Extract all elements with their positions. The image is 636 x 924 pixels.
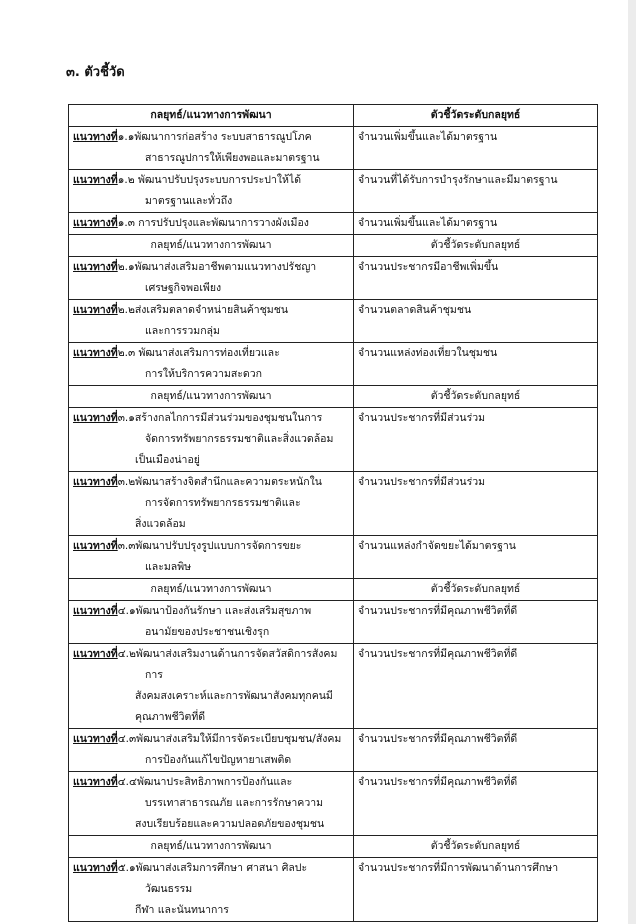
indicator-cell: [354, 858, 598, 922]
guideline-text: ๔.๓พัฒนาส่งเสริมให้มีการจัดระเบียบชุมชน/สังคม: [117, 733, 342, 745]
guideline-label: แนวทางที่: [73, 174, 118, 186]
subheader-strategy: กลยุทธ์/แนวทางการพัฒนา: [69, 579, 354, 601]
indicator-cell: [354, 408, 598, 472]
table-subheader-row: [69, 386, 598, 408]
table-row: [69, 729, 598, 772]
guideline-label: แนวทางที่: [73, 862, 118, 874]
subheader-indicator: ตัวชี้วัดระดับกลยุทธ์: [354, 386, 598, 408]
section-heading: ๓. ตัวชี้วัด: [66, 65, 125, 80]
guideline-cell: [69, 644, 354, 729]
guideline-text: ๓.๓พัฒนาปรับปรุงรูปแบบการจัดการขยะ: [117, 540, 302, 552]
guideline-cell: [69, 858, 354, 922]
table-subheader-row: [69, 836, 598, 858]
indicator-text: จำนวนแหล่งกำจัดขยะได้มาตรฐาน: [358, 540, 516, 552]
guideline-line: บรรเทาสาธารณภัย และการรักษาความ: [145, 797, 324, 809]
indicator-cell: [354, 472, 598, 536]
guideline-cell: [69, 127, 354, 170]
guideline-cell: [69, 472, 354, 536]
indicator-cell: [354, 601, 598, 644]
subheader-strategy: กลยุทธ์/แนวทางการพัฒนา: [69, 235, 354, 257]
guideline-line: เศรษฐกิจพอเพียง: [145, 282, 222, 294]
table-row: [69, 536, 598, 579]
guideline-text: ๒.๒ส่งเสริมตลาดจำหน่ายสินค้าชุมชน: [117, 304, 289, 316]
indicator-text: จำนวนเพิ่มขึ้นและได้มาตรฐาน: [358, 131, 498, 143]
guideline-cell: [69, 772, 354, 836]
guideline-label: แนวทางที่: [73, 261, 118, 273]
guideline-first-line: [73, 170, 349, 191]
table-row: [69, 343, 598, 386]
guideline-cell: [69, 213, 354, 235]
indicator-cell: [354, 213, 598, 235]
strategy-indicator-table: [68, 104, 598, 922]
table-subheader-row: [69, 579, 598, 601]
subheader-indicator: ตัวชี้วัดระดับกลยุทธ์: [354, 579, 598, 601]
guideline-label: แนวทางที่: [73, 648, 118, 660]
table-subheader-row: [69, 235, 598, 257]
indicator-text: จำนวนตลาดสินค้าชุมชน: [358, 304, 472, 316]
guideline-cell: [69, 729, 354, 772]
guideline-cell: [69, 257, 354, 300]
guideline-first-line: [73, 257, 349, 278]
guideline-label: แนวทางที่: [73, 412, 118, 424]
table-row: [69, 772, 598, 836]
table-row: [69, 127, 598, 170]
guideline-first-line: [73, 729, 349, 750]
table-row: [69, 213, 598, 235]
guideline-label: แนวทางที่: [73, 776, 118, 788]
guideline-line: และการรวมกลุ่ม: [145, 325, 220, 337]
guideline-label: แนวทางที่: [73, 733, 118, 745]
guideline-line: จัดการทรัพยากรธรรมชาติและสิ่งแวดล้อม: [145, 433, 334, 445]
subheader-strategy: กลยุทธ์/แนวทางการพัฒนา: [69, 836, 354, 858]
indicator-text: จำนวนประชากรที่มีคุณภาพชีวิตที่ดี: [358, 605, 518, 617]
guideline-line: การจัดการทรัพยากรธรรมชาติและ: [145, 497, 301, 509]
guideline-label: แนวทางที่: [73, 347, 118, 359]
indicator-cell: [354, 772, 598, 836]
guideline-cell: [69, 343, 354, 386]
table-row: [69, 858, 598, 922]
guideline-text: ๑.๑พัฒนาการก่อสร้าง ระบบสาธารณูปโภค: [117, 131, 312, 143]
guideline-text: ๑.๒ พัฒนาปรับปรุงระบบการประปาให้ได้: [117, 174, 302, 186]
indicator-text: จำนวนประชากรที่มีคุณภาพชีวิตที่ดี: [358, 648, 518, 660]
guideline-first-line: [73, 472, 349, 493]
guideline-cell: [69, 536, 354, 579]
guideline-line: วัฒนธรรม: [145, 883, 193, 895]
header-strategy: กลยุทธ์/แนวทางการพัฒนา: [69, 105, 354, 127]
guideline-text: ๓.๒พัฒนาสร้างจิตสำนึกและความตระหนักใน: [117, 476, 322, 488]
guideline-first-line: [73, 644, 349, 665]
table-row: [69, 300, 598, 343]
indicator-cell: [354, 536, 598, 579]
guideline-first-line: [73, 408, 349, 429]
indicator-cell: [354, 300, 598, 343]
guideline-cell: [69, 300, 354, 343]
guideline-line: กีฬา และนันทนาการ: [135, 904, 229, 916]
guideline-label: แนวทางที่: [73, 605, 118, 617]
guideline-label: แนวทางที่: [73, 540, 118, 552]
indicator-text: จำนวนประชากรที่มีส่วนร่วม: [358, 476, 486, 488]
guideline-label: แนวทางที่: [73, 217, 118, 229]
guideline-text: ๑.๓ การปรับปรุงและพัฒนาการวางผังเมือง: [117, 217, 309, 229]
guideline-text: ๔.๑พัฒนาป้องกันรักษา และส่งเสริมสุขภาพ: [117, 605, 312, 617]
guideline-text: ๔.๔พัฒนาประสิทธิภาพการป้องกันและ: [117, 776, 293, 788]
indicator-cell: [354, 257, 598, 300]
guideline-text: ๔.๒พัฒนาส่งเสริมงานด้านการจัดสวัสดิการสังคม: [117, 648, 338, 660]
guideline-first-line: [73, 772, 349, 793]
guideline-first-line: [73, 213, 349, 234]
table-row: [69, 472, 598, 536]
indicator-text: จำนวนประชากรที่มีคุณภาพชีวิตที่ดี: [358, 733, 518, 745]
guideline-first-line: [73, 343, 349, 364]
indicator-cell: [354, 127, 598, 170]
guideline-line: สงบเรียบร้อยและความปลอดภัยของชุมชน: [135, 818, 325, 830]
indicator-text: จำนวนเพิ่มขึ้นและได้มาตรฐาน: [358, 217, 498, 229]
indicator-cell: [354, 170, 598, 213]
guideline-line: อนามัยของประชาชนเชิงรุก: [145, 626, 270, 638]
guideline-cell: [69, 408, 354, 472]
guideline-text: ๓.๑สร้างกลไกการมีส่วนร่วมของชุมชนในการ: [117, 412, 323, 424]
table-row: [69, 408, 598, 472]
indicator-text: จำนวนประชากรที่มีคุณภาพชีวิตที่ดี: [358, 776, 518, 788]
indicator-cell: [354, 729, 598, 772]
guideline-cell: [69, 601, 354, 644]
guideline-line: สิ่งแวดล้อม: [135, 518, 186, 530]
subheader-indicator: ตัวชี้วัดระดับกลยุทธ์: [354, 235, 598, 257]
subheader-indicator: ตัวชี้วัดระดับกลยุทธ์: [354, 836, 598, 858]
guideline-line: การให้บริการความสะดวก: [145, 368, 262, 380]
table-body: [69, 127, 598, 922]
guideline-line: มาตรฐานและทั่วถึง: [145, 195, 233, 207]
guideline-first-line: [73, 300, 349, 321]
guideline-first-line: [73, 536, 349, 557]
guideline-first-line: [73, 127, 349, 148]
header-indicator: ตัวชี้วัดระดับกลยุทธ์: [354, 105, 598, 127]
indicator-cell: [354, 644, 598, 729]
table-row: [69, 601, 598, 644]
guideline-text: ๒.๑พัฒนาส่งเสริมอาชีพตามแนวทางปรัชญา: [117, 261, 317, 273]
guideline-line: และมลพิษ: [145, 561, 192, 573]
guideline-text: ๒.๓ พัฒนาส่งเสริมการท่องเที่ยวและ: [117, 347, 280, 359]
guideline-line: เป็นเมืองน่าอยู่: [135, 454, 200, 466]
subheader-strategy: กลยุทธ์/แนวทางการพัฒนา: [69, 386, 354, 408]
guideline-first-line: [73, 858, 349, 879]
guideline-first-line: [73, 601, 349, 622]
guideline-text: ๕.๑พัฒนาส่งเสริมการศึกษา ศาสนา ศิลปะ: [117, 862, 308, 874]
table-row: [69, 644, 598, 729]
indicator-text: จำนวนประชากรมีอาชีพเพิ่มขึ้น: [358, 261, 499, 273]
guideline-label: แนวทางที่: [73, 304, 118, 316]
table-row: [69, 257, 598, 300]
guideline-line: การป้องกันแก้ไขปัญหายาเสพติด: [145, 754, 292, 766]
indicator-text: จำนวนที่ได้รับการบำรุงรักษาและมีมาตรฐาน: [358, 174, 558, 186]
guideline-line: การ: [145, 669, 163, 681]
guideline-line: สังคมสงเคราะห์และการพัฒนาสังคมทุกคนมี: [135, 690, 333, 702]
indicator-text: จำนวนแหล่งท่องเที่ยวในชุมชน: [358, 347, 498, 359]
guideline-cell: [69, 170, 354, 213]
table-row: [69, 170, 598, 213]
guideline-line: คุณภาพชีวิตที่ดี: [135, 711, 206, 723]
guideline-line: สาธารณูปการให้เพียงพอและมาตรฐาน: [145, 152, 320, 164]
table-header-row: [69, 105, 598, 127]
guideline-label: แนวทางที่: [73, 476, 118, 488]
guideline-label: แนวทางที่: [73, 131, 118, 143]
indicator-text: จำนวนประชากรที่มีการพัฒนาด้านการศึกษา: [358, 862, 559, 874]
indicator-text: จำนวนประชากรที่มีส่วนร่วม: [358, 412, 486, 424]
indicator-cell: [354, 343, 598, 386]
